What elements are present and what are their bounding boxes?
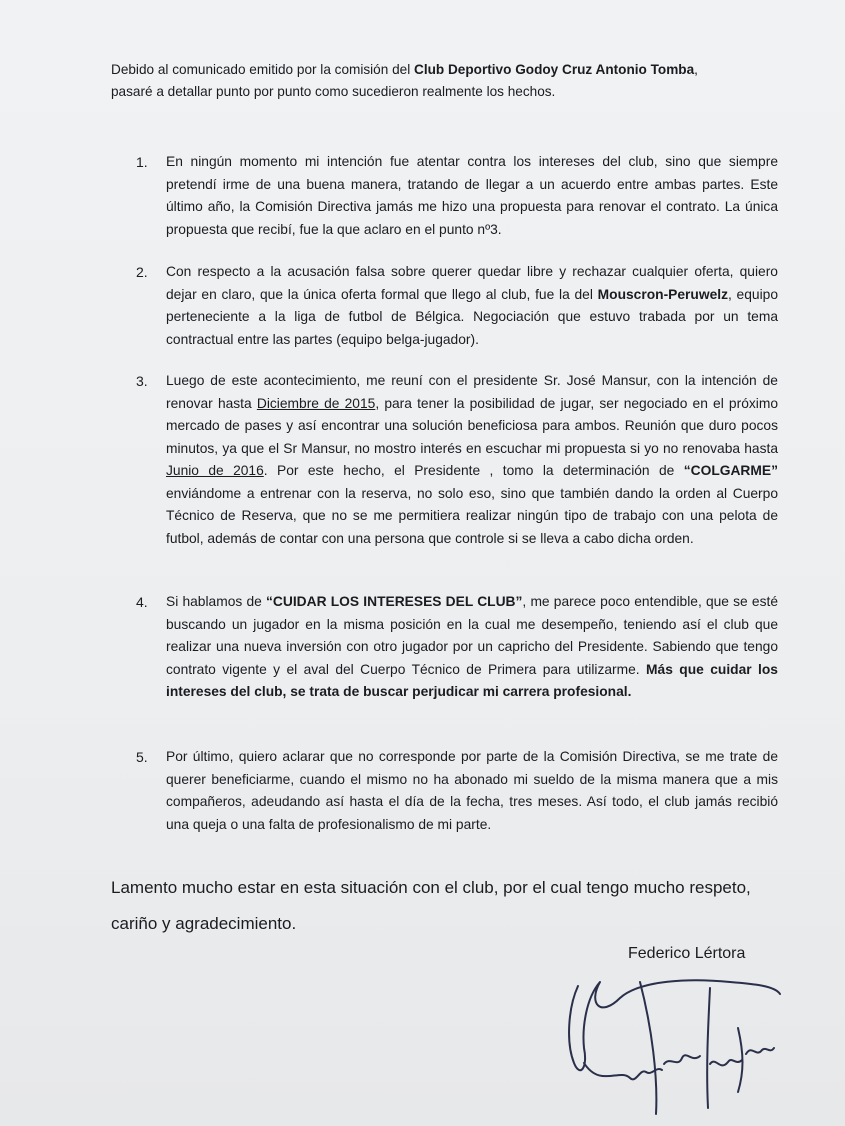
point-number: 2.: [136, 264, 148, 280]
point-number: 4.: [136, 594, 148, 610]
point-3-text-b: , para tener la posibilidad de jugar, ser negociado en el próximo mercado de pases y así encontrar una solución beneficiosa para ambos. Reunión que duro pocos minutos, ya que el Sr Mansur, no mostro interés en escuchar mi propuesta si yo no renovaba hasta: [166, 395, 779, 456]
point-number: 5.: [136, 749, 148, 765]
intro-text: Debido al comunicado emitido por la comisión del: [111, 62, 414, 77]
point-text: [166, 370, 778, 550]
point-text: En ningún momento mi intención fue atentar contra los intereses del club, sino que siempre pretendí irme de una buena manera, tratando de llegar a un acuerdo entre ambas partes. Este último año, la Comisión Directiva jamás me hizo una propuesta para renovar el contrato. La única propuesta que recibí, fue la que aclaro en el punto nº3.: [166, 154, 778, 237]
point-text: [166, 591, 778, 704]
intro-comma: ,: [694, 62, 698, 77]
point-3-text-c: . Por este hecho, el Presidente , tomo la determinación de: [263, 463, 684, 478]
club-name: Club Deportivo Godoy Cruz Antonio Tomba: [414, 62, 695, 77]
closing-paragraph: Lamento mucho estar en esta situación con el club, por el cual tengo mucho respeto, cariño y agradecimiento.: [111, 878, 751, 933]
point-4-bold-conclusion: Más que cuidar los intereses del club, se trata de buscar perjudicar mi carrera profesional.: [166, 661, 778, 699]
intro-paragraph: [111, 59, 751, 103]
point-3-text-a: Luego de este acontecimiento, me reuní con el presidente Sr. José Mansur, con la intención de renovar hasta: [166, 373, 778, 411]
signatory-name: Federico Lértora: [628, 945, 746, 962]
point-4-text-a: Si hablamos de: [166, 594, 266, 609]
point-2-text-b: , equipo perteneciente a la liga de futbol de Bélgica. Negociación que estuvo trabada por un tema contractual entre las partes (equipo belga-jugador).: [166, 286, 778, 347]
intro-line-2: pasaré a detallar punto por punto como sucedieron realmente los hechos.: [111, 84, 556, 99]
date-june-2016: Junio de 2016: [166, 463, 264, 478]
point-text: [166, 261, 778, 351]
point-4-text-b: , me parece poco entendible, que se esté buscando un jugador en la misma posición en la cual me desempeño, teniendo así el club que realizar una nueva inversión con otro jugador por un capricho del Presidente. Sabiendo que tengo contrato vigente y el aval del Cuerpo Técnico de Primera para utilizarme.: [166, 594, 778, 677]
point-number: 1.: [136, 154, 148, 170]
date-december-2015: Diciembre de 2015: [256, 395, 376, 411]
club-mouscron: Mouscron-Peruwelz: [597, 286, 728, 302]
point-3-text-d: enviándome a entrenar con la reserva, no solo eso, sino que también dando la orden al Cuerpo Técnico de Reserva, que no se me permitiera realizar ningún tipo de trabajo con una pelota de futbol, además de contar con una persona que controle si se lleva a cabo dicha orden.: [166, 485, 778, 546]
point-2-text-a: Con respecto a la acusación falsa sobre querer quedar libre y rechazar cualquier oferta, quiero dejar en claro, que la única oferta formal que llego al club, fue la del: [166, 264, 778, 302]
handwritten-signature: [560, 968, 790, 1118]
cuidar-intereses-quote: “CUIDAR LOS INTERESES DEL CLUB”: [266, 594, 523, 609]
point-number: 3.: [136, 373, 148, 389]
colgarme-quote: “COLGARME”: [683, 463, 778, 478]
point-text: Por último, quiero aclarar que no corresponde por parte de la Comisión Directiva, se me trate de querer beneficiarme, cuando el mismo no ha abonado mi sueldo de la misma manera que a mis compañeros, adeudando así hasta el día de la fecha, tres meses. Así todo, el club jamás recibió una queja o una falta de profesionalismo de mi parte.: [166, 749, 778, 832]
